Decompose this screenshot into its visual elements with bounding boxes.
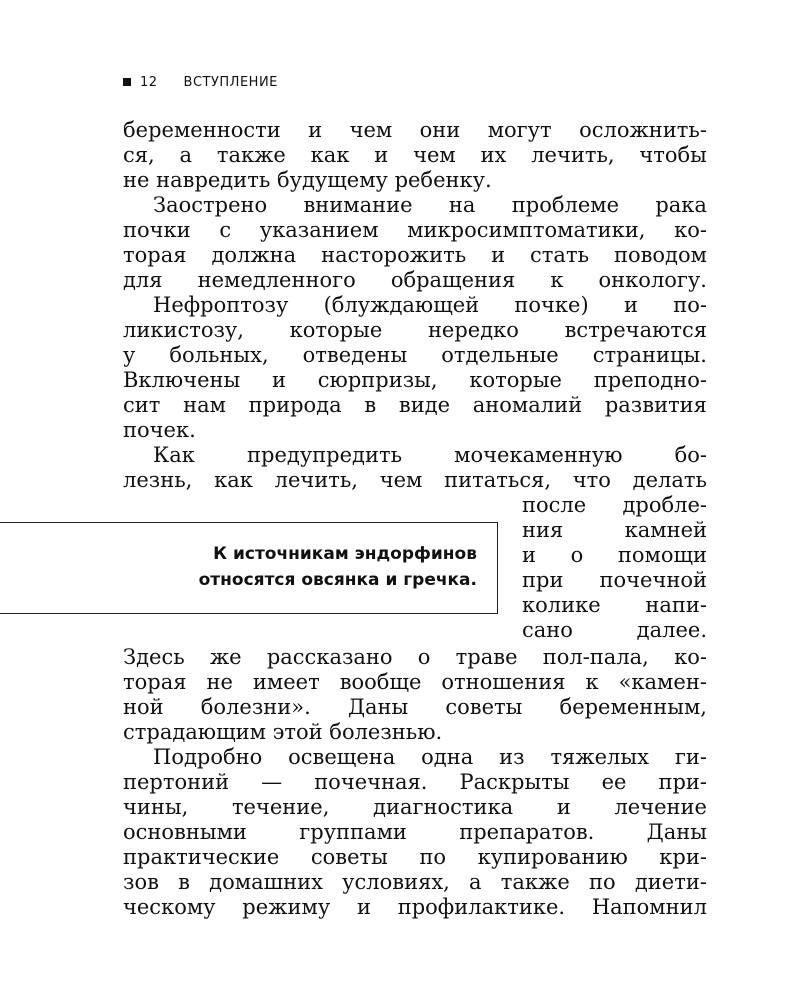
body-word: и — [522, 543, 536, 567]
body-word: они — [419, 118, 461, 142]
body-line — [153, 193, 707, 218]
body-line — [123, 318, 707, 343]
body-word: ся, — [123, 143, 155, 167]
body-line — [123, 770, 707, 795]
body-word: чем — [413, 143, 456, 167]
body-word: аномалий — [472, 393, 583, 417]
body-word: и — [623, 293, 638, 317]
body-line — [522, 493, 707, 518]
body-word: что — [572, 468, 611, 492]
body-word: природа — [248, 393, 342, 417]
body-word: при- — [658, 770, 707, 794]
body-word: дробле- — [622, 493, 707, 517]
section-title: ВСТУПЛЕНИЕ — [183, 74, 278, 90]
body-word: с — [219, 218, 232, 242]
body-word: Даны — [646, 820, 707, 844]
body-word: лечить, — [274, 468, 358, 492]
body-word: также — [216, 143, 286, 167]
body-word: а — [469, 870, 482, 894]
body-word: чины, — [123, 795, 189, 819]
body-word: чтобы — [639, 143, 707, 167]
body-line — [123, 393, 707, 418]
body-word: и — [272, 368, 286, 392]
body-word: ее — [601, 770, 627, 794]
body-word: Как — [153, 443, 195, 467]
running-header — [123, 72, 278, 92]
body-word: больных, — [169, 343, 269, 367]
body-line — [123, 368, 707, 393]
body-line — [153, 293, 707, 318]
body-word: а — [179, 143, 193, 167]
body-word: Подробно — [153, 745, 263, 769]
body-word: беременности — [123, 118, 281, 142]
pull-quote-box — [0, 522, 498, 614]
body-word: также — [500, 870, 570, 894]
header-square-icon — [123, 78, 131, 86]
body-word: колике — [522, 593, 601, 617]
body-word: бо- — [674, 443, 707, 467]
body-word: болезни». — [200, 695, 311, 719]
body-word: их — [480, 143, 507, 167]
body-word: напи- — [645, 593, 707, 617]
body-line — [123, 670, 707, 695]
body-line — [522, 518, 707, 543]
body-word: — — [261, 770, 283, 794]
body-word: нам — [183, 393, 226, 417]
body-word: для — [123, 268, 163, 292]
body-word: ко- — [674, 645, 707, 669]
body-word: обращения — [390, 268, 516, 292]
body-word: лечить, — [531, 143, 615, 167]
body-line — [123, 218, 707, 243]
body-word: траве — [455, 645, 518, 669]
body-word: при — [522, 568, 564, 592]
body-line — [123, 343, 707, 368]
body-word: по — [419, 845, 447, 869]
body-word: питаться, — [444, 468, 552, 492]
body-word: зов — [123, 870, 159, 894]
body-word: отношения — [441, 670, 566, 694]
body-word: пол-пала, — [542, 645, 649, 669]
body-line — [123, 895, 707, 920]
body-word: Даны — [347, 695, 409, 719]
body-word: ликистозу, — [123, 318, 244, 342]
body-line — [123, 268, 707, 293]
body-word: имеет — [252, 670, 320, 694]
body-word: диети- — [634, 870, 707, 894]
body-word: советы — [310, 845, 388, 869]
body-line — [123, 845, 707, 870]
body-word: тяжелых — [550, 745, 649, 769]
body-word: внимание — [303, 193, 413, 217]
body-word: кри- — [659, 845, 707, 869]
body-word: же — [209, 645, 242, 669]
body-word: о — [417, 645, 431, 669]
body-word: и — [491, 243, 506, 267]
body-word: Включены — [123, 368, 241, 392]
body-word: чем — [379, 468, 423, 492]
body-word: режиму — [242, 895, 331, 919]
body-word: в — [178, 870, 190, 894]
body-word: мочекаменную — [454, 443, 623, 467]
body-word: ния — [522, 518, 564, 542]
body-word: развития — [604, 393, 707, 417]
body-word: из — [499, 745, 525, 769]
body-word: по- — [673, 293, 707, 317]
body-word: которые — [469, 368, 562, 392]
body-word: указанием — [259, 218, 379, 242]
body-word: ги- — [674, 745, 707, 769]
page-number: 12 — [140, 74, 158, 90]
body-word: и — [308, 118, 323, 142]
body-word: Нефроптозу — [153, 293, 289, 317]
body-word: домашних — [209, 870, 323, 894]
body-word: могут — [487, 118, 552, 142]
body-word: к — [550, 268, 564, 292]
body-word: не — [206, 670, 233, 694]
body-word: Заострено — [153, 193, 268, 217]
body-line — [123, 468, 707, 493]
body-word: практические — [123, 845, 280, 869]
body-word: Раскрыты — [459, 770, 570, 794]
body-word: преподно- — [593, 368, 707, 392]
body-word: течение, — [231, 795, 330, 819]
body-line — [123, 118, 707, 143]
body-word: почке) — [514, 293, 589, 317]
body-word: основными — [123, 820, 247, 844]
body-word: условиях, — [342, 870, 450, 894]
body-word: Здесь — [123, 645, 185, 669]
body-word: лечение — [614, 795, 707, 819]
body-line — [123, 645, 707, 670]
body-line: не навредить будущему ребенку. — [123, 168, 492, 192]
body-word: отведены — [302, 343, 408, 367]
body-word: и — [374, 143, 389, 167]
body-word: ко- — [674, 218, 707, 242]
body-word: насторожить — [321, 243, 467, 267]
body-word: камней — [624, 518, 707, 542]
body-word: и — [556, 795, 571, 819]
body-word: почечная. — [314, 770, 428, 794]
body-word: диагностика — [373, 795, 514, 819]
body-word: сано — [522, 618, 573, 642]
body-line — [522, 568, 707, 593]
body-word: по — [589, 870, 616, 894]
body-word: как — [310, 143, 350, 167]
body-word: и — [356, 895, 371, 919]
body-word: купированию — [477, 845, 628, 869]
body-word: сюрпризы, — [317, 368, 438, 392]
body-word: рассказано — [266, 645, 393, 669]
body-word: «камен- — [618, 670, 707, 694]
body-word: поводом — [613, 243, 707, 267]
body-word: Напомнил — [591, 895, 707, 919]
body-word: торая — [123, 670, 187, 694]
body-word: пертоний — [123, 770, 230, 794]
body-word: к — [585, 670, 599, 694]
body-word: сит — [123, 393, 161, 417]
body-line — [522, 543, 707, 568]
body-word: виде — [398, 393, 451, 417]
body-word: как — [214, 468, 253, 492]
body-word: у — [123, 343, 136, 367]
body-line — [123, 820, 707, 845]
body-word: почечной — [599, 568, 707, 592]
body-word: далее. — [636, 618, 707, 642]
body-word: отдельные — [441, 343, 559, 367]
body-word: проблеме — [511, 193, 620, 217]
body-line — [123, 143, 707, 168]
body-line — [522, 593, 707, 618]
body-word: которые — [289, 318, 383, 342]
body-word: группами — [299, 820, 407, 844]
body-word: помощи — [617, 543, 707, 567]
body-word: делать — [632, 468, 707, 492]
body-word: о — [570, 543, 584, 567]
body-word: предупредить — [247, 443, 403, 467]
body-line — [123, 243, 707, 268]
body-word: немедленного — [197, 268, 356, 292]
body-word: чем — [349, 118, 393, 142]
pull-quote-line-2: относятся овсянка и гречка. — [198, 570, 477, 590]
body-word: торая — [123, 243, 187, 267]
body-word: осложнить- — [579, 118, 707, 142]
body-line — [123, 795, 707, 820]
body-line — [123, 695, 707, 720]
body-word: нередко — [427, 318, 519, 342]
body-word: одна — [421, 745, 474, 769]
body-word: микросимптоматики, — [407, 218, 646, 242]
body-word: освещена — [288, 745, 396, 769]
body-word: стать — [530, 243, 589, 267]
body-word: онкологу. — [598, 268, 707, 292]
body-line: страдающим этой болезнью. — [123, 720, 443, 744]
body-word: (блуждающей — [323, 293, 480, 317]
body-word: ной — [123, 695, 164, 719]
body-line — [153, 745, 707, 770]
body-word: почки — [123, 218, 191, 242]
body-word: ческому — [123, 895, 216, 919]
body-word: профилактике. — [397, 895, 566, 919]
body-word: страницы. — [592, 343, 707, 367]
body-word: препаратов. — [459, 820, 595, 844]
body-line: почек. — [123, 418, 196, 442]
body-word: вообще — [339, 670, 422, 694]
body-line — [123, 870, 707, 895]
body-word: в — [364, 393, 377, 417]
pull-quote-line-1: К источникам эндорфинов — [213, 544, 477, 564]
body-word: беременным, — [559, 695, 707, 719]
body-line — [153, 443, 707, 468]
body-line — [522, 618, 707, 643]
body-word: встречаются — [564, 318, 707, 342]
body-word: советы — [445, 695, 523, 719]
body-word: должна — [211, 243, 297, 267]
body-word: на — [448, 193, 476, 217]
body-word: лезнь, — [123, 468, 193, 492]
body-word: после — [522, 493, 587, 517]
body-word: рака — [655, 193, 707, 217]
